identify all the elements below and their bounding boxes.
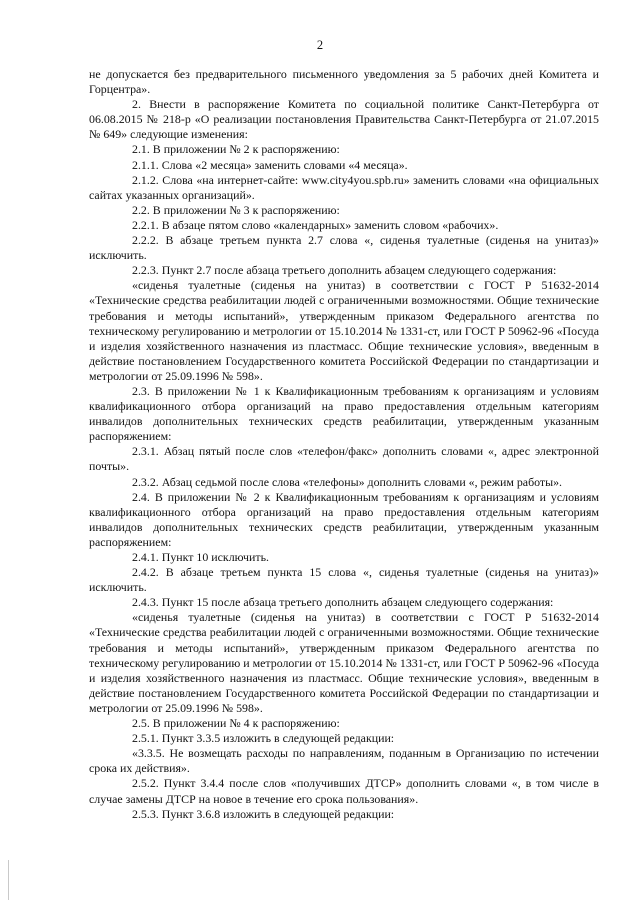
paragraph-p14: 2.4. В приложении № 2 к Квалификационным требованиям к организациям и условиям квалификационного отбора организаций на право предоставления отдельным категориям инвалидов дополнительных технических средств реабилитации, утвержденным указанным распоряжением: — [89, 489, 599, 549]
paragraph-p09: 2.2.3. Пункт 2.7 после абзаца третьего дополнить абзацем следующего содержания: — [132, 263, 557, 278]
paragraph-p10: «сиденья туалетные (сиденья на унитаз) в соответствии с ГОСТ Р 51632-2014 «Технические средства реабилитации людей с ограниченными возможностями. Общие технические требования и методы испытаний», утвержденным приказом Федерального агентства по техническому регулированию и метрологии от 15.10.2014 № 1331-ст, или ГОСТ Р 50962-96 «Посуда и изделия хозяйственного назначения из пластмасс. Общие технические условия», введенным в действие постановлением Государственного комитета Российской Федерации по стандартизации и метрологии от 25.09.1996 № 598». — [89, 278, 599, 383]
paragraph-p03: 2.1. В приложении № 2 к распоряжению: — [132, 142, 340, 157]
paragraph-p20: 2.5.1. Пункт 3.3.5 изложить в следующей редакции: — [132, 731, 395, 746]
paragraph-p08: 2.2.2. В абзаце третьем пункта 2.7 слова «, сиденья туалетные (сиденья на унитаз)» исключить. — [89, 233, 599, 263]
paragraph-p02: 2. Внести в распоряжение Комитета по социальной политике Санкт-Петербурга от 06.08.2015 № 218-р «О реализации постановления Правительства Санкт-Петербурга от 21.07.2015 № 649» следующие изменения: — [89, 97, 599, 142]
paragraph-p16: 2.4.2. В абзаце третьем пункта 15 слова «, сиденья туалетные (сиденья на унитаз)» исключить. — [89, 565, 599, 595]
paragraph-p23: 2.5.3. Пункт 3.6.8 изложить в следующей редакции: — [132, 806, 395, 821]
paragraph-p07: 2.2.1. В абзаце пятом слово «календарных» заменить словом «рабочих». — [132, 217, 499, 232]
paragraph-p04: 2.1.1. Слова «2 месяца» заменить словами «4 месяца». — [132, 157, 408, 172]
paragraph-p05: 2.1.2. Слова «на интернет-сайте: www.city4you.spb.ru» заменить словами «на официальных сайтах указанных организаций». — [89, 172, 599, 202]
scan-edge-mark — [8, 860, 9, 900]
page-number: 2 — [316, 38, 324, 52]
paragraph-p18: «сиденья туалетные (сиденья на унитаз) в соответствии с ГОСТ Р 51632-2014 «Технические средства реабилитации людей с ограниченными возможностями. Общие технические требования и методы испытаний», утвержденным приказом Федерального агентства по техническому регулированию и метрологии от 15.10.2014 № 1331-ст, или ГОСТ Р 50962-96 «Посуда и изделия хозяйственного назначения из пластмасс. Общие технические условия», введенным в действие постановлением Государственного комитета Российской Федерации по стандартизации и метрологии от 25.09.1996 № 598». — [89, 610, 599, 715]
paragraph-p13: 2.3.2. Абзац седьмой после слова «телефоны» дополнить словами «, режим работы». — [132, 474, 563, 489]
document-body — [89, 67, 599, 822]
paragraph-p11: 2.3. В приложении № 1 к Квалификационным требованиям к организациям и условиям квалификационного отбора организаций на право предоставления отдельным категориям инвалидов дополнительных технических средств реабилитации, утвержденным указанным распоряжением: — [89, 383, 599, 444]
paragraph-p01: не допускается без предварительного письменного уведомления за 5 рабочих дней Комитета и Горцентра». — [89, 67, 599, 97]
paragraph-p22: 2.5.2. Пункт 3.4.4 после слов «получивших ДТСР» дополнить словами «, в том числе в случае замены ДТСР на новое в течение его срока пользования». — [89, 776, 599, 806]
paragraph-p21: «3.3.5. Не возмещать расходы по направлениям, поданным в Организацию по истечении срока их действия». — [89, 746, 599, 776]
paragraph-p19: 2.5. В приложении № 4 к распоряжению: — [132, 716, 340, 731]
paragraph-p06: 2.2. В приложении № 3 к распоряжению: — [132, 202, 340, 217]
paragraph-p17: 2.4.3. Пункт 15 после абзаца третьего дополнить абзацем следующего содержания: — [132, 595, 554, 610]
paragraph-p15: 2.4.1. Пункт 10 исключить. — [132, 550, 269, 564]
paragraph-p12: 2.3.1. Абзац пятый после слов «телефон/факс» дополнить словами «, адрес электронной почты». — [89, 444, 599, 474]
